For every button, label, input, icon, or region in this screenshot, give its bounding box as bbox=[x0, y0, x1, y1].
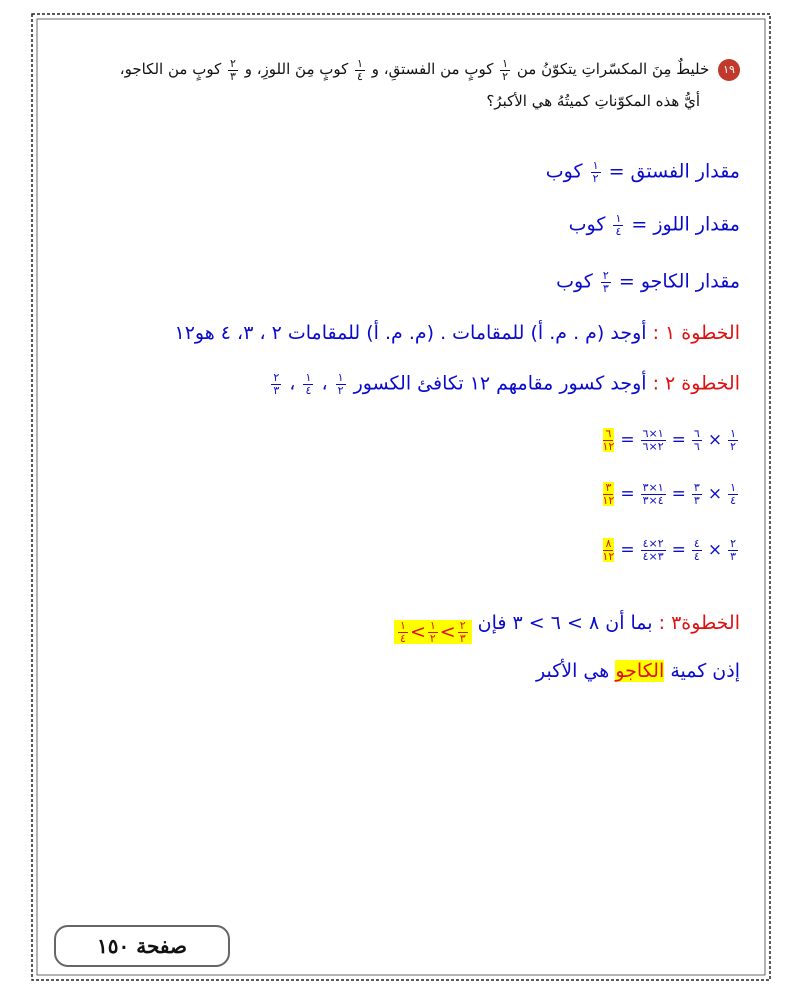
equation-1: $\frac{١}{٢}$ × $\frac{٦}{٦}$ = $\frac{١\times ٦}{٢\times ٦}$ = $\frac{٦}{١٢}$ bbox=[602, 427, 736, 453]
step-1 bbox=[175, 322, 741, 344]
equation-2: $\frac{١}{٤}$ × $\frac{٣}{٣}$ = $\frac{١\times ٣}{٤\times ٣}$ = $\frac{٣}{١٢}$ bbox=[602, 481, 736, 507]
result-fraction-highlight: $\frac{٨}{١٢}$ bbox=[602, 537, 615, 563]
equation-3: $\frac{٢}{٣}$ × $\frac{٤}{٤}$ = $\frac{٢\times ٤}{٣\times ٤}$ = $\frac{٨}{١٢}$ bbox=[602, 537, 736, 563]
fraction: $\frac{١}{٢}$ bbox=[502, 57, 509, 83]
question-number-badge: ١٩ bbox=[718, 59, 740, 81]
question-text-2: كوبٍ من الفستقِ، و bbox=[371, 60, 494, 79]
step-1-text: أوجد (م . م. أ) للمقامات . (م. م. أ) للمقامات ٢ ، ٣، ٤ هو١٢ bbox=[174, 322, 647, 344]
step-2-label: الخطوة ٢ : bbox=[652, 372, 740, 395]
answer-highlight: الكاجو bbox=[615, 660, 665, 682]
result-fraction-highlight: $\frac{٦}{١٢}$ bbox=[602, 427, 615, 453]
question-text-4: كوبٍ من الكاجو، bbox=[119, 60, 222, 79]
step-2: الخطوة ٢ : أوجد كسور مقامهم ١٢ تكافئ الكسور $\frac{١}{٢}$ ، $\frac{١}{٤}$ ، $\frac{٢}{٣}$ bbox=[273, 371, 740, 397]
question-text-1: خليطٌ مِنَ المكسّراتِ يتكوّنُ من bbox=[516, 60, 710, 79]
step-2-text: أوجد كسور مقامهم ١٢ تكافئ الكسور bbox=[353, 372, 647, 395]
question-line-2: أيُّ هذه المكوّناتِ كميتُهُ هي الأكبرُ؟ bbox=[486, 92, 700, 110]
step-3-text: بما أن ٨ > ٦ > ٣ فإن bbox=[477, 612, 653, 634]
amount-almond: مقدار اللوز = $\frac{١}{٤}$ كوب bbox=[568, 212, 740, 238]
result-fraction-highlight: $\frac{٣}{١٢}$ bbox=[602, 481, 615, 507]
fraction: $\frac{٢}{٣}$ bbox=[230, 57, 236, 83]
step-3-label: الخطوة٣ : bbox=[658, 612, 740, 634]
question-text-3: كوبٍ مِنَ اللوزِ، و bbox=[244, 60, 349, 79]
conclusion: إذن كمية الكاجو هي الأكبر bbox=[536, 660, 740, 682]
amount-cashew: مقدار الكاجو = $\frac{٢}{٣}$ كوب bbox=[556, 269, 740, 295]
question-line-1 bbox=[120, 58, 740, 82]
comparison-highlight: $\frac{٢}{٣}$ > $\frac{١}{٢}$ > $\frac{١}{٤}$ bbox=[394, 620, 472, 644]
step-3 bbox=[394, 612, 740, 644]
amount-pistachio: مقدار الفستق = $\frac{١}{٢}$ كوب bbox=[545, 159, 740, 185]
page-number-tab: صفحة ١٥٠ bbox=[54, 925, 230, 967]
fraction: $\frac{١}{٤}$ bbox=[357, 57, 363, 83]
step-1-label: الخطوة ١ : bbox=[652, 322, 740, 344]
